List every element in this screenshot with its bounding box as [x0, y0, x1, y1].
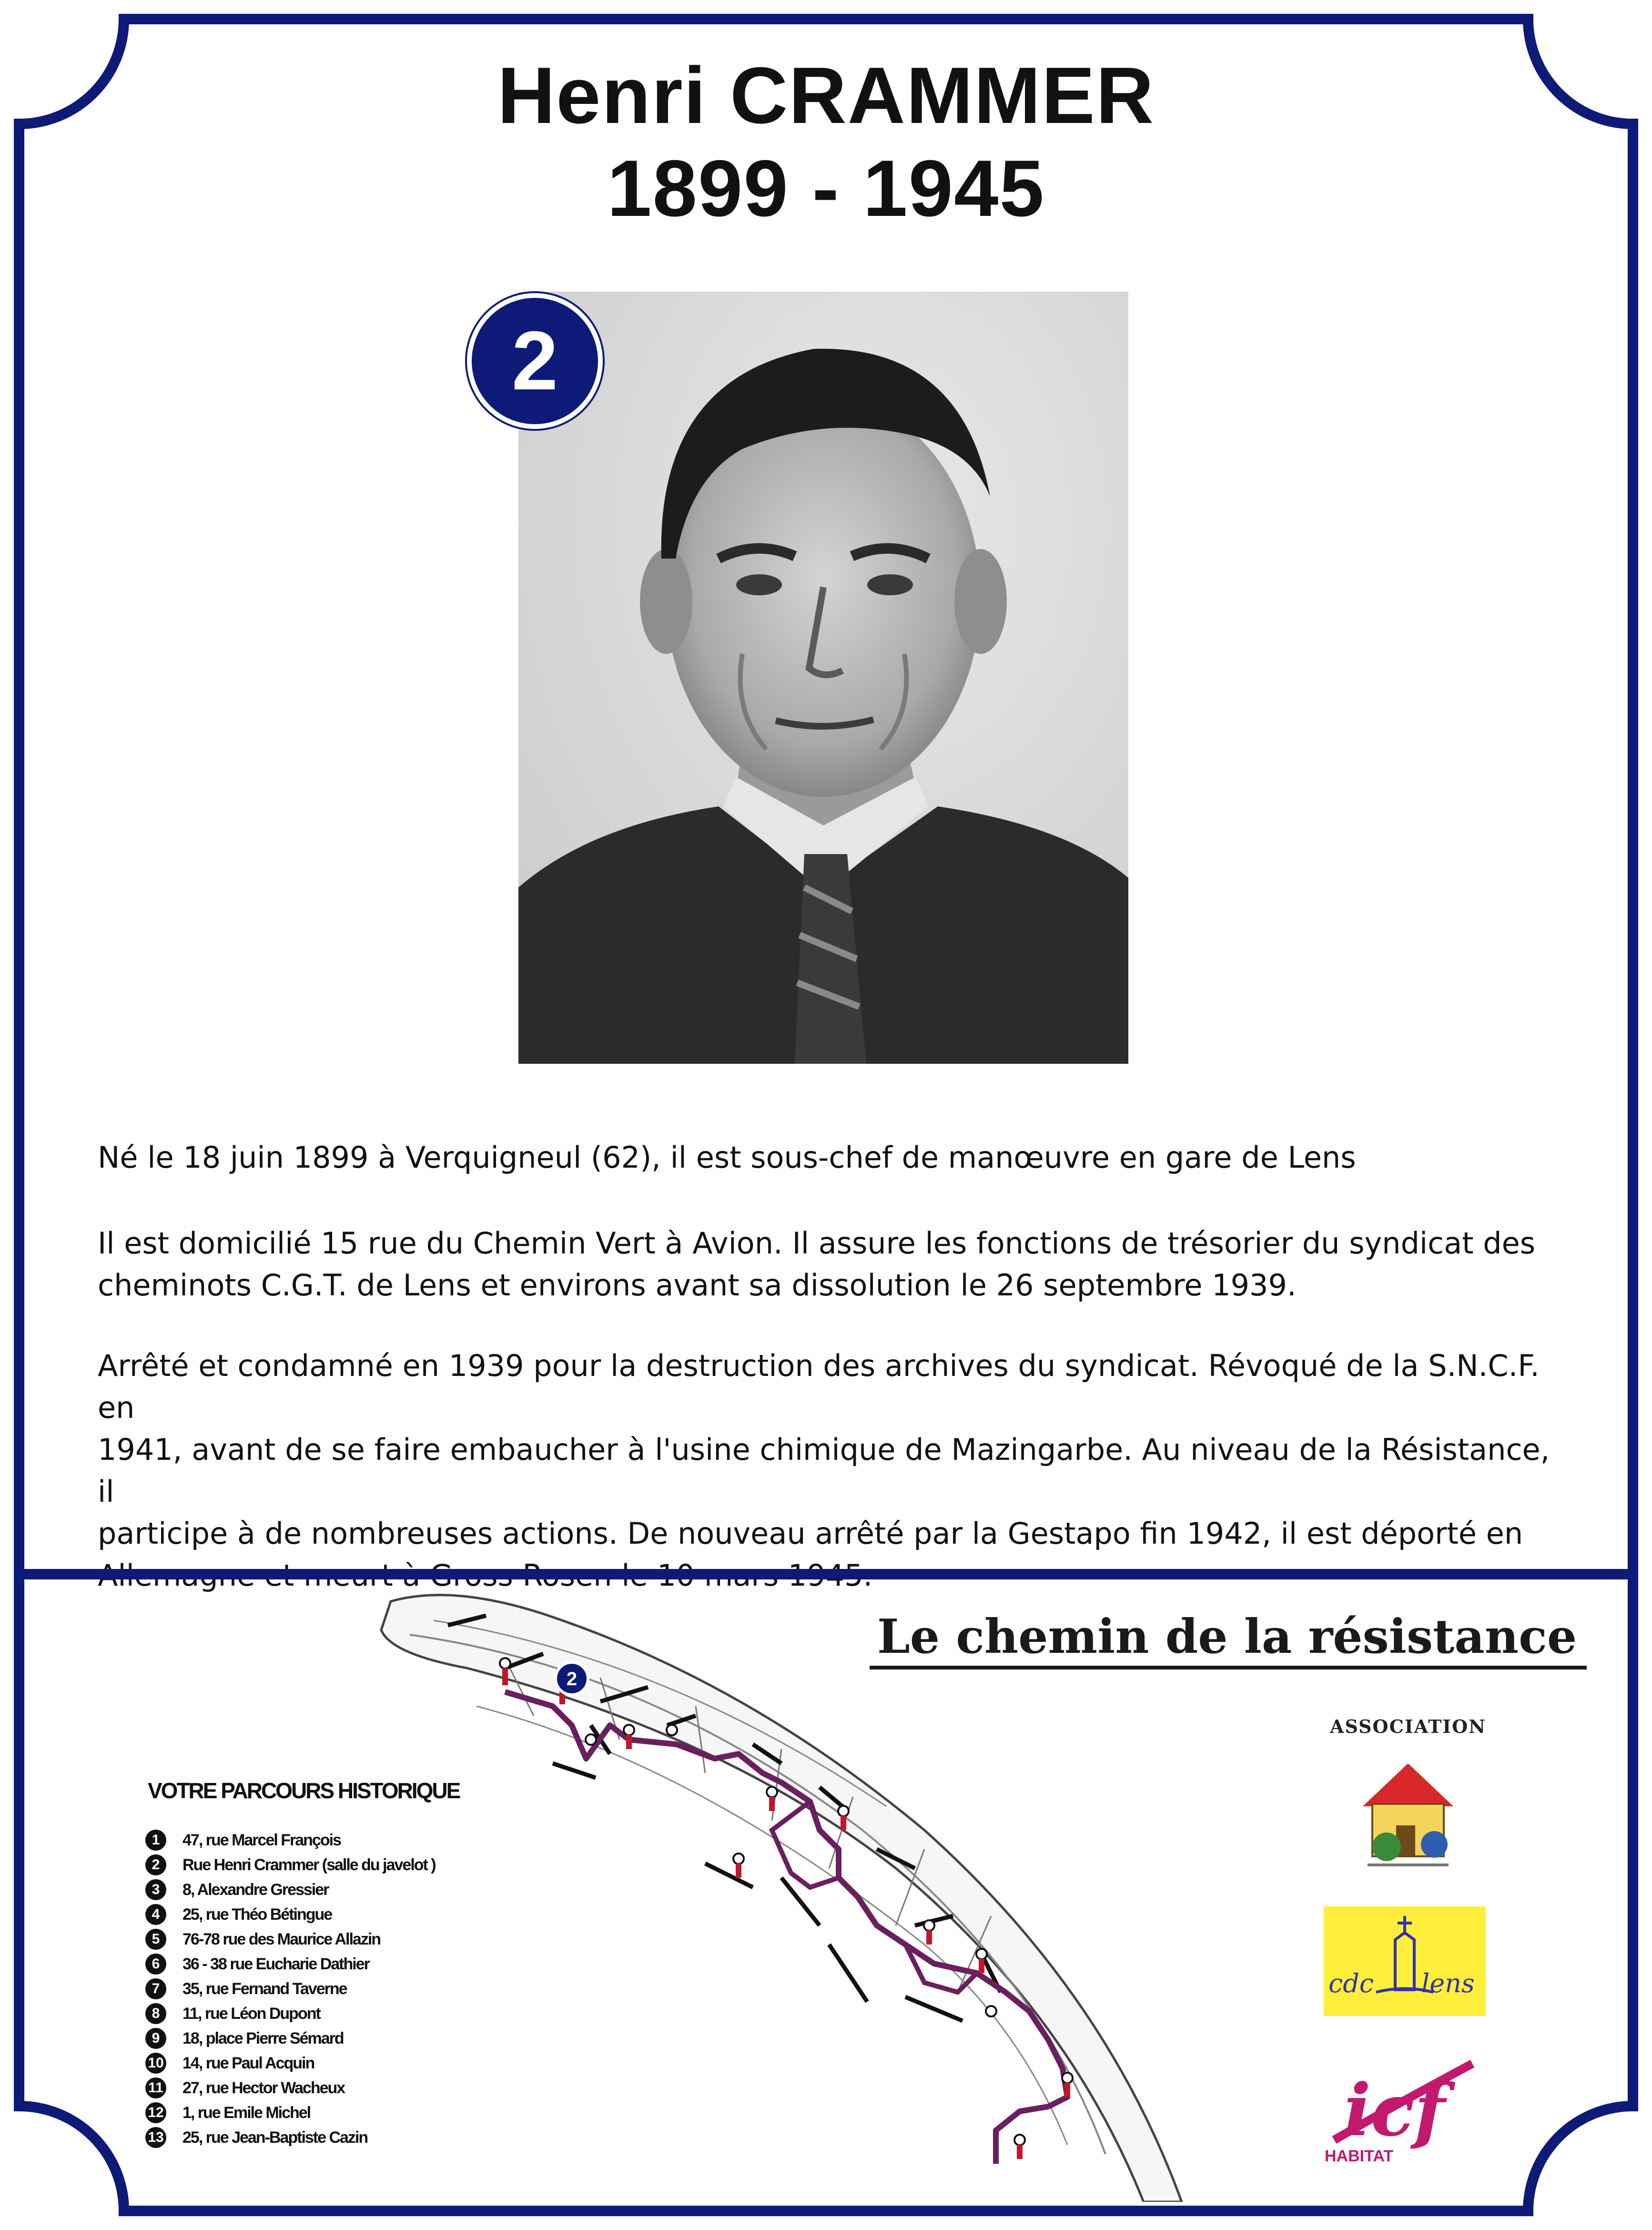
life-years: 1899 - 1945	[607, 143, 1045, 233]
stop-number-badge: 2	[467, 293, 603, 429]
bio-paragraph-3	[98, 1345, 1565, 1597]
stop-label: 35, rue Fernand Taverne	[182, 1979, 347, 1998]
icf-habitat-logo	[1315, 2045, 1487, 2169]
bio-paragraph-1	[98, 1137, 1565, 1179]
stop-label: 36 - 38 rue Eucharie Dathier	[182, 1955, 369, 1973]
list-item	[145, 2026, 436, 2051]
bio-line: Il est domicilié 15 rue du Chemin Vert à Avion. Il assure les fonctions de trésorier du syndicat des	[98, 1226, 1536, 1261]
page-title: Henri CRAMMER	[497, 51, 1155, 140]
list-item	[145, 1952, 436, 1976]
list-item	[145, 2051, 436, 2076]
stop-number-icon: 10	[145, 2053, 166, 2074]
stop-label: 25, rue Jean-Baptiste Cazin	[182, 2128, 368, 2147]
list-item	[145, 1877, 436, 1902]
association-label: ASSOCIATION	[1330, 1716, 1486, 1737]
stop-number-icon: 4	[145, 1904, 166, 1925]
stop-number-icon: 7	[145, 1978, 166, 1999]
stop-label: 76-78 rue des Maurice Allazin	[182, 1930, 381, 1948]
list-item	[145, 2125, 436, 2150]
route-heading: Le chemin de la résistance	[877, 1609, 1577, 1664]
portrait-photo	[518, 292, 1128, 1064]
list-item	[145, 1976, 436, 2001]
stop-number-icon: 2	[145, 1854, 166, 1875]
stop-number-icon: 5	[145, 1929, 166, 1950]
stop-label: 8, Alexandre Gressier	[182, 1880, 329, 1899]
stop-label: 18, place Pierre Sémard	[182, 2029, 344, 2047]
bio-line: Arrêté et condamné en 1939 pour la destruction des archives du syndicat. Révoqué de la S.N.C.F. en	[98, 1348, 1540, 1425]
portrait-illustration	[518, 292, 1128, 1064]
stop-label: 11, rue Léon Dupont	[182, 2004, 320, 2023]
stop-number-icon: 1	[145, 1830, 166, 1851]
stop-number-icon: 3	[145, 1879, 166, 1900]
list-item	[145, 1828, 436, 1853]
bio-line: cheminots C.G.T. de Lens et environs avant sa dissolution le 26 septembre 1939.	[98, 1268, 1297, 1303]
bio-line: participe à de nombreuses actions. De nouveau arrêté par la Gestapo fin 1942, il est déporté en	[98, 1516, 1523, 1551]
route-map	[362, 1582, 1191, 2202]
parcours-title: VOTRE PARCOURS HISTORIQUE	[148, 1778, 460, 1803]
stop-label: 25, rue Théo Bétingue	[182, 1905, 332, 1924]
list-item	[145, 2001, 436, 2026]
section-divider	[19, 1569, 1633, 1579]
stop-number-icon: 11	[145, 2077, 166, 2098]
route-heading-underline	[870, 1666, 1587, 1670]
cdc-lens-logo	[1324, 1906, 1486, 2016]
stop-label: 14, rue Paul Acquin	[182, 2054, 314, 2072]
icf-wordmark: icf	[1344, 2068, 1445, 2152]
current-stop-label: 2	[566, 1669, 578, 1690]
stop-number-icon: 12	[145, 2102, 166, 2123]
stop-number-icon: 8	[145, 2003, 166, 2024]
stop-label: 47, rue Marcel François	[182, 1831, 341, 1849]
stop-label: Rue Henri Crammer (salle du javelot )	[182, 1855, 436, 1874]
stops-legend	[145, 1828, 436, 2150]
list-item	[145, 2076, 436, 2100]
icf-habitat-label: HABITAT	[1325, 2147, 1394, 2165]
church-icon	[1324, 1906, 1486, 2016]
bio-line: 1941, avant de se faire embaucher à l'usine chimique de Mazingarbe. Au niveau de la Résistance, il	[98, 1432, 1550, 1509]
stop-label: 27, rue Hector Wacheux	[182, 2078, 345, 2097]
cdc-label: cdc	[1328, 1968, 1374, 1998]
bio-line: Né le 18 juin 1899 à Verquigneul (62), il est sous-chef de manœuvre en gare de Lens	[98, 1140, 1356, 1175]
lens-label: lens	[1421, 1968, 1475, 1998]
list-item	[145, 2100, 436, 2125]
stop-number-icon: 9	[145, 2028, 166, 2049]
stop-number-icon: 13	[145, 2127, 166, 2148]
association-logo	[1348, 1744, 1468, 1878]
bio-paragraph-2	[98, 1222, 1565, 1306]
list-item	[145, 1853, 436, 1877]
stop-label: 1, rue Emile Michel	[182, 2103, 311, 2122]
list-item	[145, 1927, 436, 1952]
stop-number-icon: 6	[145, 1954, 166, 1975]
list-item	[145, 1902, 436, 1927]
